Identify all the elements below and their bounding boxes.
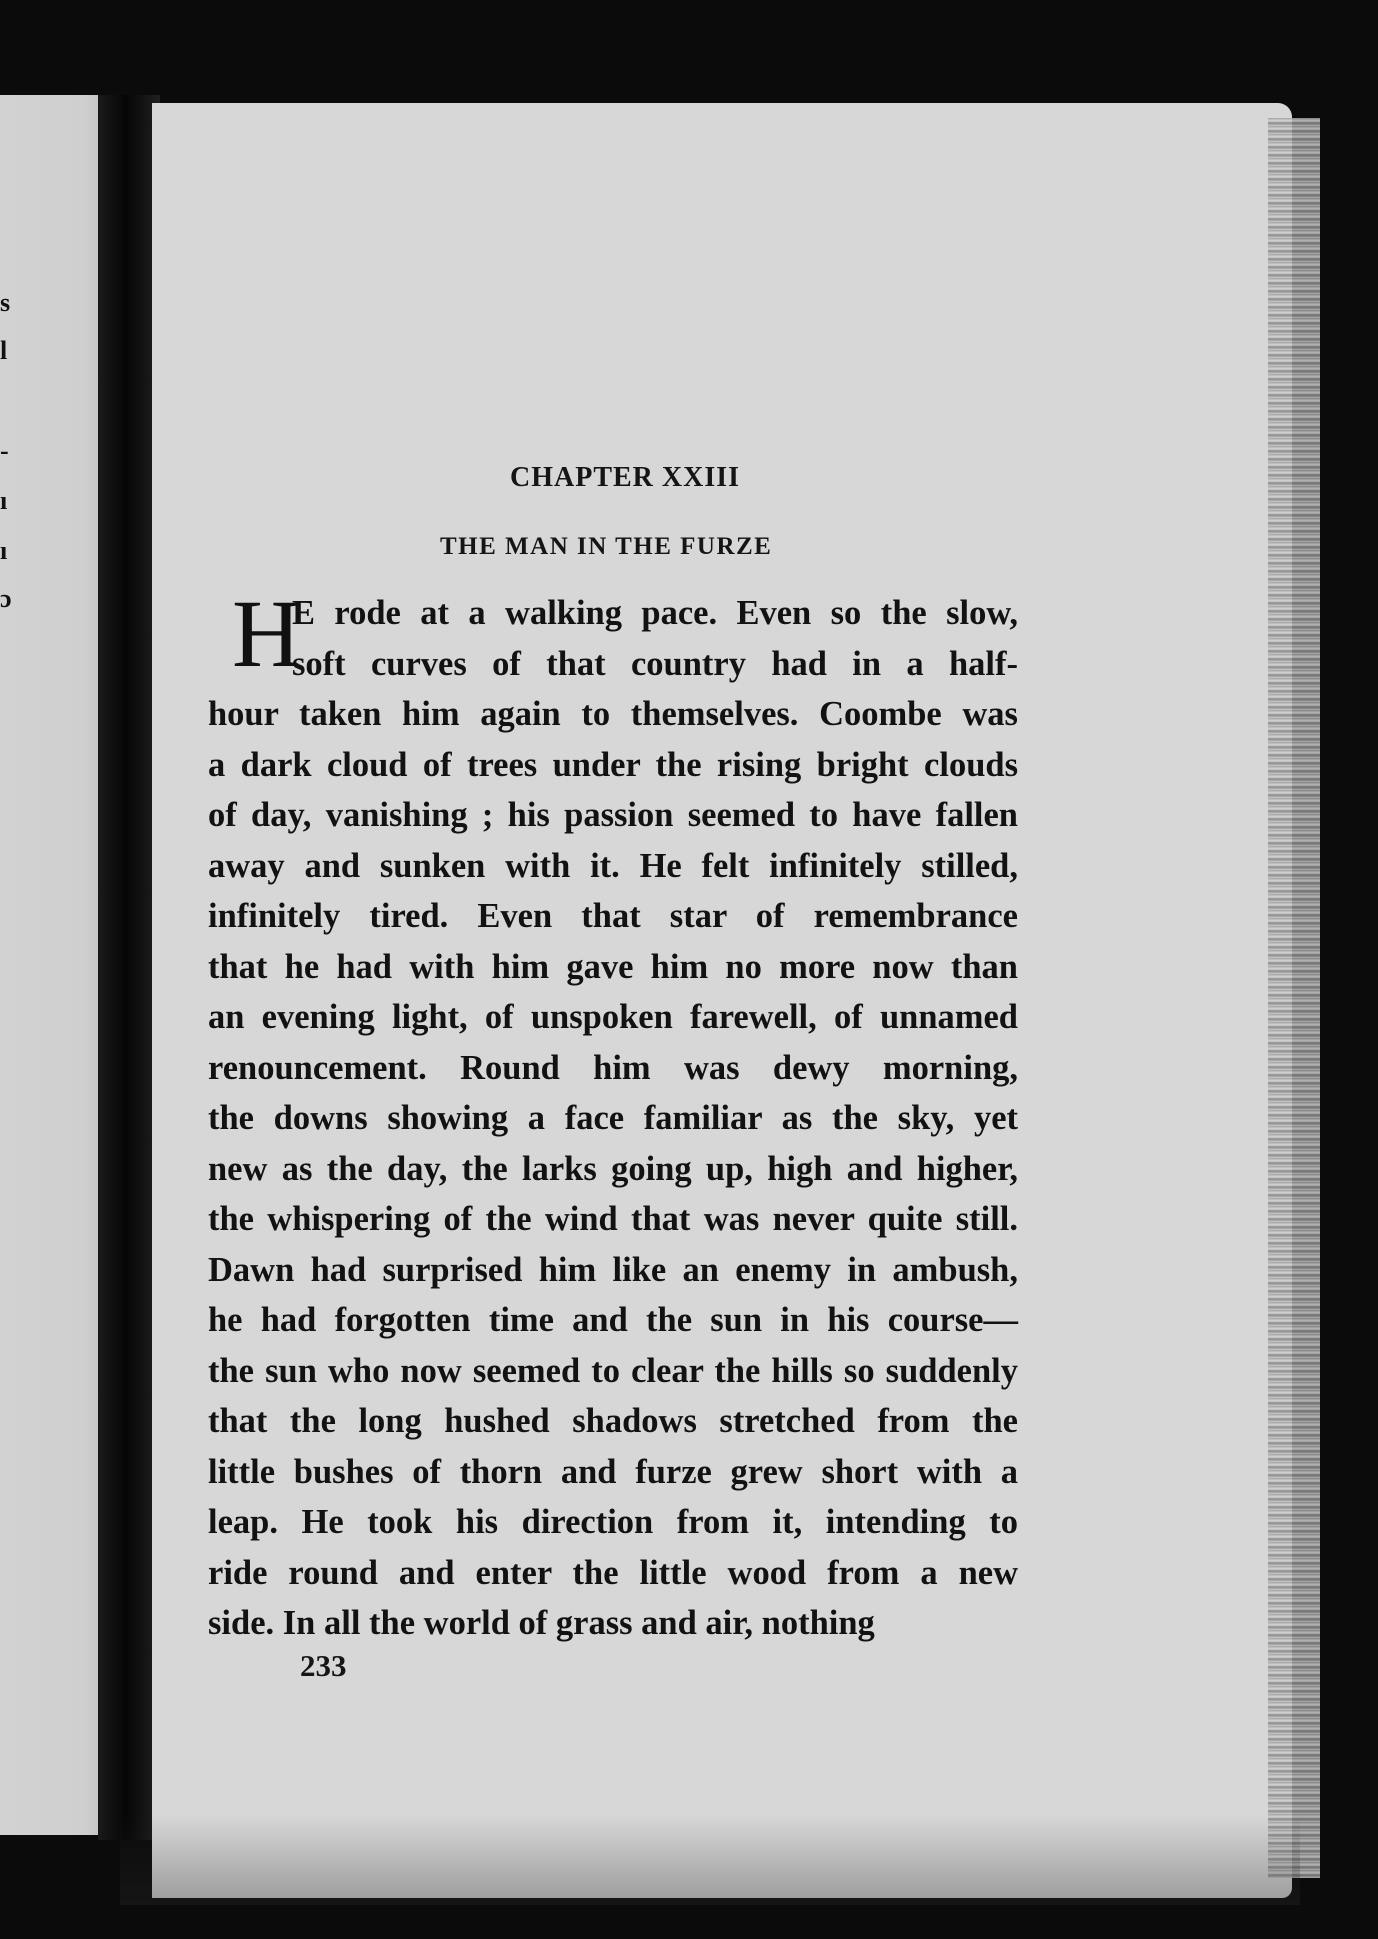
text-line: hour taken him again to themselves. Coombe was bbox=[208, 695, 1018, 733]
text-line: renouncement. Round him was dewy morning, bbox=[208, 1048, 1018, 1087]
text-line: an evening light, of unspoken farewell, of unnamed bbox=[208, 998, 1018, 1036]
drop-cap: H bbox=[232, 580, 302, 687]
edge-char: ı bbox=[0, 536, 8, 565]
edge-char: ı bbox=[0, 486, 8, 515]
edge-char: s bbox=[0, 288, 11, 317]
book-gutter bbox=[98, 95, 160, 1840]
text-line: that he had with him gave him no more now than bbox=[208, 947, 1018, 986]
text-line: Dawn had surprised him like an enemy in ambush, bbox=[208, 1250, 1018, 1289]
text-line: leap. He took his direction from it, intending to bbox=[208, 1503, 1018, 1541]
text-line: he had forgotten time and the sun in his course— bbox=[208, 1301, 1018, 1339]
page-number: 233 bbox=[300, 1648, 347, 1683]
text-line: away and sunken with it. He felt infinitely stilled, bbox=[208, 846, 1018, 885]
edge-char: - bbox=[0, 436, 9, 465]
text-line: the downs showing a face familiar as the sky, yet bbox=[208, 1099, 1018, 1137]
text-line: little bushes of thorn and furze grew short with a bbox=[208, 1452, 1018, 1491]
edge-char: ɔ bbox=[0, 584, 12, 613]
text-line: a dark cloud of trees under the rising bright clouds bbox=[208, 745, 1018, 784]
page-edge bbox=[1268, 118, 1320, 1878]
text-line: ride round and enter the little wood from a new bbox=[208, 1553, 1018, 1592]
text-line: new as the day, the larks going up, high and higher, bbox=[208, 1149, 1018, 1188]
text-line: infinitely tired. Even that star of remembrance bbox=[208, 897, 1018, 935]
text-line: soft curves of that country had in a half- bbox=[292, 644, 1018, 683]
text-line: the sun who now seemed to clear the hills so suddenly bbox=[208, 1351, 1018, 1390]
text-line: the whispering of the wind that was never quite still. bbox=[208, 1200, 1018, 1238]
edge-char: l bbox=[0, 336, 8, 365]
text-line: E rode at a walking pace. Even so the slow, bbox=[292, 594, 1018, 632]
body-text bbox=[208, 580, 1018, 1649]
bottom-shadow bbox=[120, 1815, 1300, 1905]
text-line: of day, vanishing ; his passion seemed to have fallen bbox=[208, 796, 1018, 834]
chapter-title: THE MAN IN THE FURZE bbox=[440, 533, 773, 560]
text-line: that the long hushed shadows stretched from the bbox=[208, 1402, 1018, 1440]
text-line: side. In all the world of grass and air, nothing bbox=[208, 1604, 875, 1642]
chapter-number: CHAPTER XXIII bbox=[510, 462, 741, 493]
